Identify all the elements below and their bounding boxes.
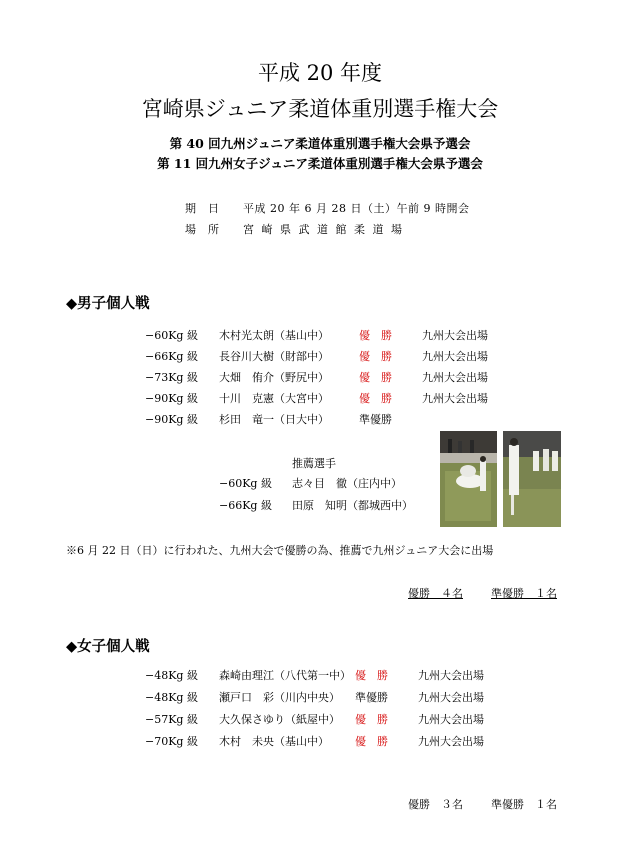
qualification-note: 九州大会出場: [418, 669, 484, 682]
event-subtitle-1: 第 40 回九州ジュニア柔道体重別選手権大会県予選会: [169, 136, 471, 151]
qualification-note: 九州大会出場: [418, 713, 484, 726]
result: 優 勝: [359, 350, 392, 363]
athlete-name: 志々目 徹（庄内中）: [292, 477, 402, 490]
men-summary-second: 準優勝 １名: [491, 587, 557, 600]
men-row: [0, 411, 640, 429]
result: 優 勝: [355, 713, 388, 726]
weight-class: −66Kg 級: [145, 350, 198, 363]
weight-class: −70Kg 級: [145, 735, 198, 748]
qualification-note: 九州大会出場: [422, 329, 488, 342]
women-row: [0, 689, 640, 707]
men-section-heading: ◆男子個人戦: [66, 296, 150, 312]
athlete-name: 長谷川大樹（財部中）: [219, 350, 329, 363]
women-row: [0, 667, 640, 685]
athlete-name: 大畑 侑介（野尻中）: [219, 371, 329, 384]
result: 優 勝: [359, 392, 392, 405]
women-row: [0, 711, 640, 729]
athlete-name: 瀬戸口 彩（川内中央）: [219, 691, 340, 704]
men-row: [0, 348, 640, 366]
judo-match-photo-1: [440, 431, 497, 527]
athlete-name: 木村 未央（基山中）: [219, 735, 329, 748]
qualification-note: 九州大会出場: [422, 371, 488, 384]
women-summary-second: 準優勝 １名: [491, 798, 557, 811]
result: 優 勝: [355, 735, 388, 748]
men-row: [0, 327, 640, 345]
athlete-name: 十川 克憲（大宮中）: [219, 392, 329, 405]
place-value: 宮 崎 県 武 道 館 柔 道 場: [243, 223, 404, 236]
weight-class: −90Kg 級: [145, 392, 198, 405]
event-subtitle-2: 第 11 回九州女子ジュニア柔道体重別選手権大会県予選会: [157, 156, 483, 171]
event-year: 平成 20 年度: [257, 61, 383, 85]
athlete-name: 森崎由理江（八代第一中）: [219, 669, 351, 682]
men-row: [0, 390, 640, 408]
event-title: 宮崎県ジュニア柔道体重別選手権大会: [141, 97, 499, 121]
weight-class: −60Kg 級: [145, 329, 198, 342]
qualification-note: 九州大会出場: [422, 392, 488, 405]
weight-class: −90Kg 級: [145, 413, 198, 426]
judo-match-photo-2: [503, 431, 561, 527]
footnote: ※6 月 22 日（日）に行われた、九州大会で優勝の為、推薦で九州ジュニア大会に出場: [66, 544, 494, 557]
weight-class: −60Kg 級: [219, 477, 272, 490]
result: 優 勝: [355, 669, 388, 682]
athlete-name: 田原 知明（都城西中）: [292, 499, 413, 512]
weight-class: −73Kg 級: [145, 371, 198, 384]
women-summary-win: 優勝 ３名: [408, 798, 463, 811]
qualification-note: 九州大会出場: [422, 350, 488, 363]
result: 優 勝: [359, 371, 392, 384]
women-row: [0, 733, 640, 751]
weight-class: −48Kg 級: [145, 669, 198, 682]
place-label: 場 所: [185, 223, 220, 236]
athlete-name: 大久保さゆり（紙屋中）: [219, 713, 340, 726]
recommended-heading: 推薦選手: [292, 457, 336, 470]
men-summary-win: 優勝 ４名: [408, 587, 463, 600]
athlete-name: 杉田 竜一（日大中）: [219, 413, 329, 426]
result: 準優勝: [355, 691, 388, 704]
weight-class: −48Kg 級: [145, 691, 198, 704]
result: 準優勝: [359, 413, 392, 426]
weight-class: −57Kg 級: [145, 713, 198, 726]
qualification-note: 九州大会出場: [418, 735, 484, 748]
date-label: 期 日: [185, 202, 220, 215]
qualification-note: 九州大会出場: [418, 691, 484, 704]
men-row: [0, 369, 640, 387]
women-section-heading: ◆女子個人戦: [66, 639, 150, 655]
date-value: 平成 20 年 6 月 28 日（土）午前 9 時開会: [243, 202, 470, 215]
athlete-name: 木村光太朗（基山中）: [219, 329, 329, 342]
weight-class: −66Kg 級: [219, 499, 272, 512]
result: 優 勝: [359, 329, 392, 342]
